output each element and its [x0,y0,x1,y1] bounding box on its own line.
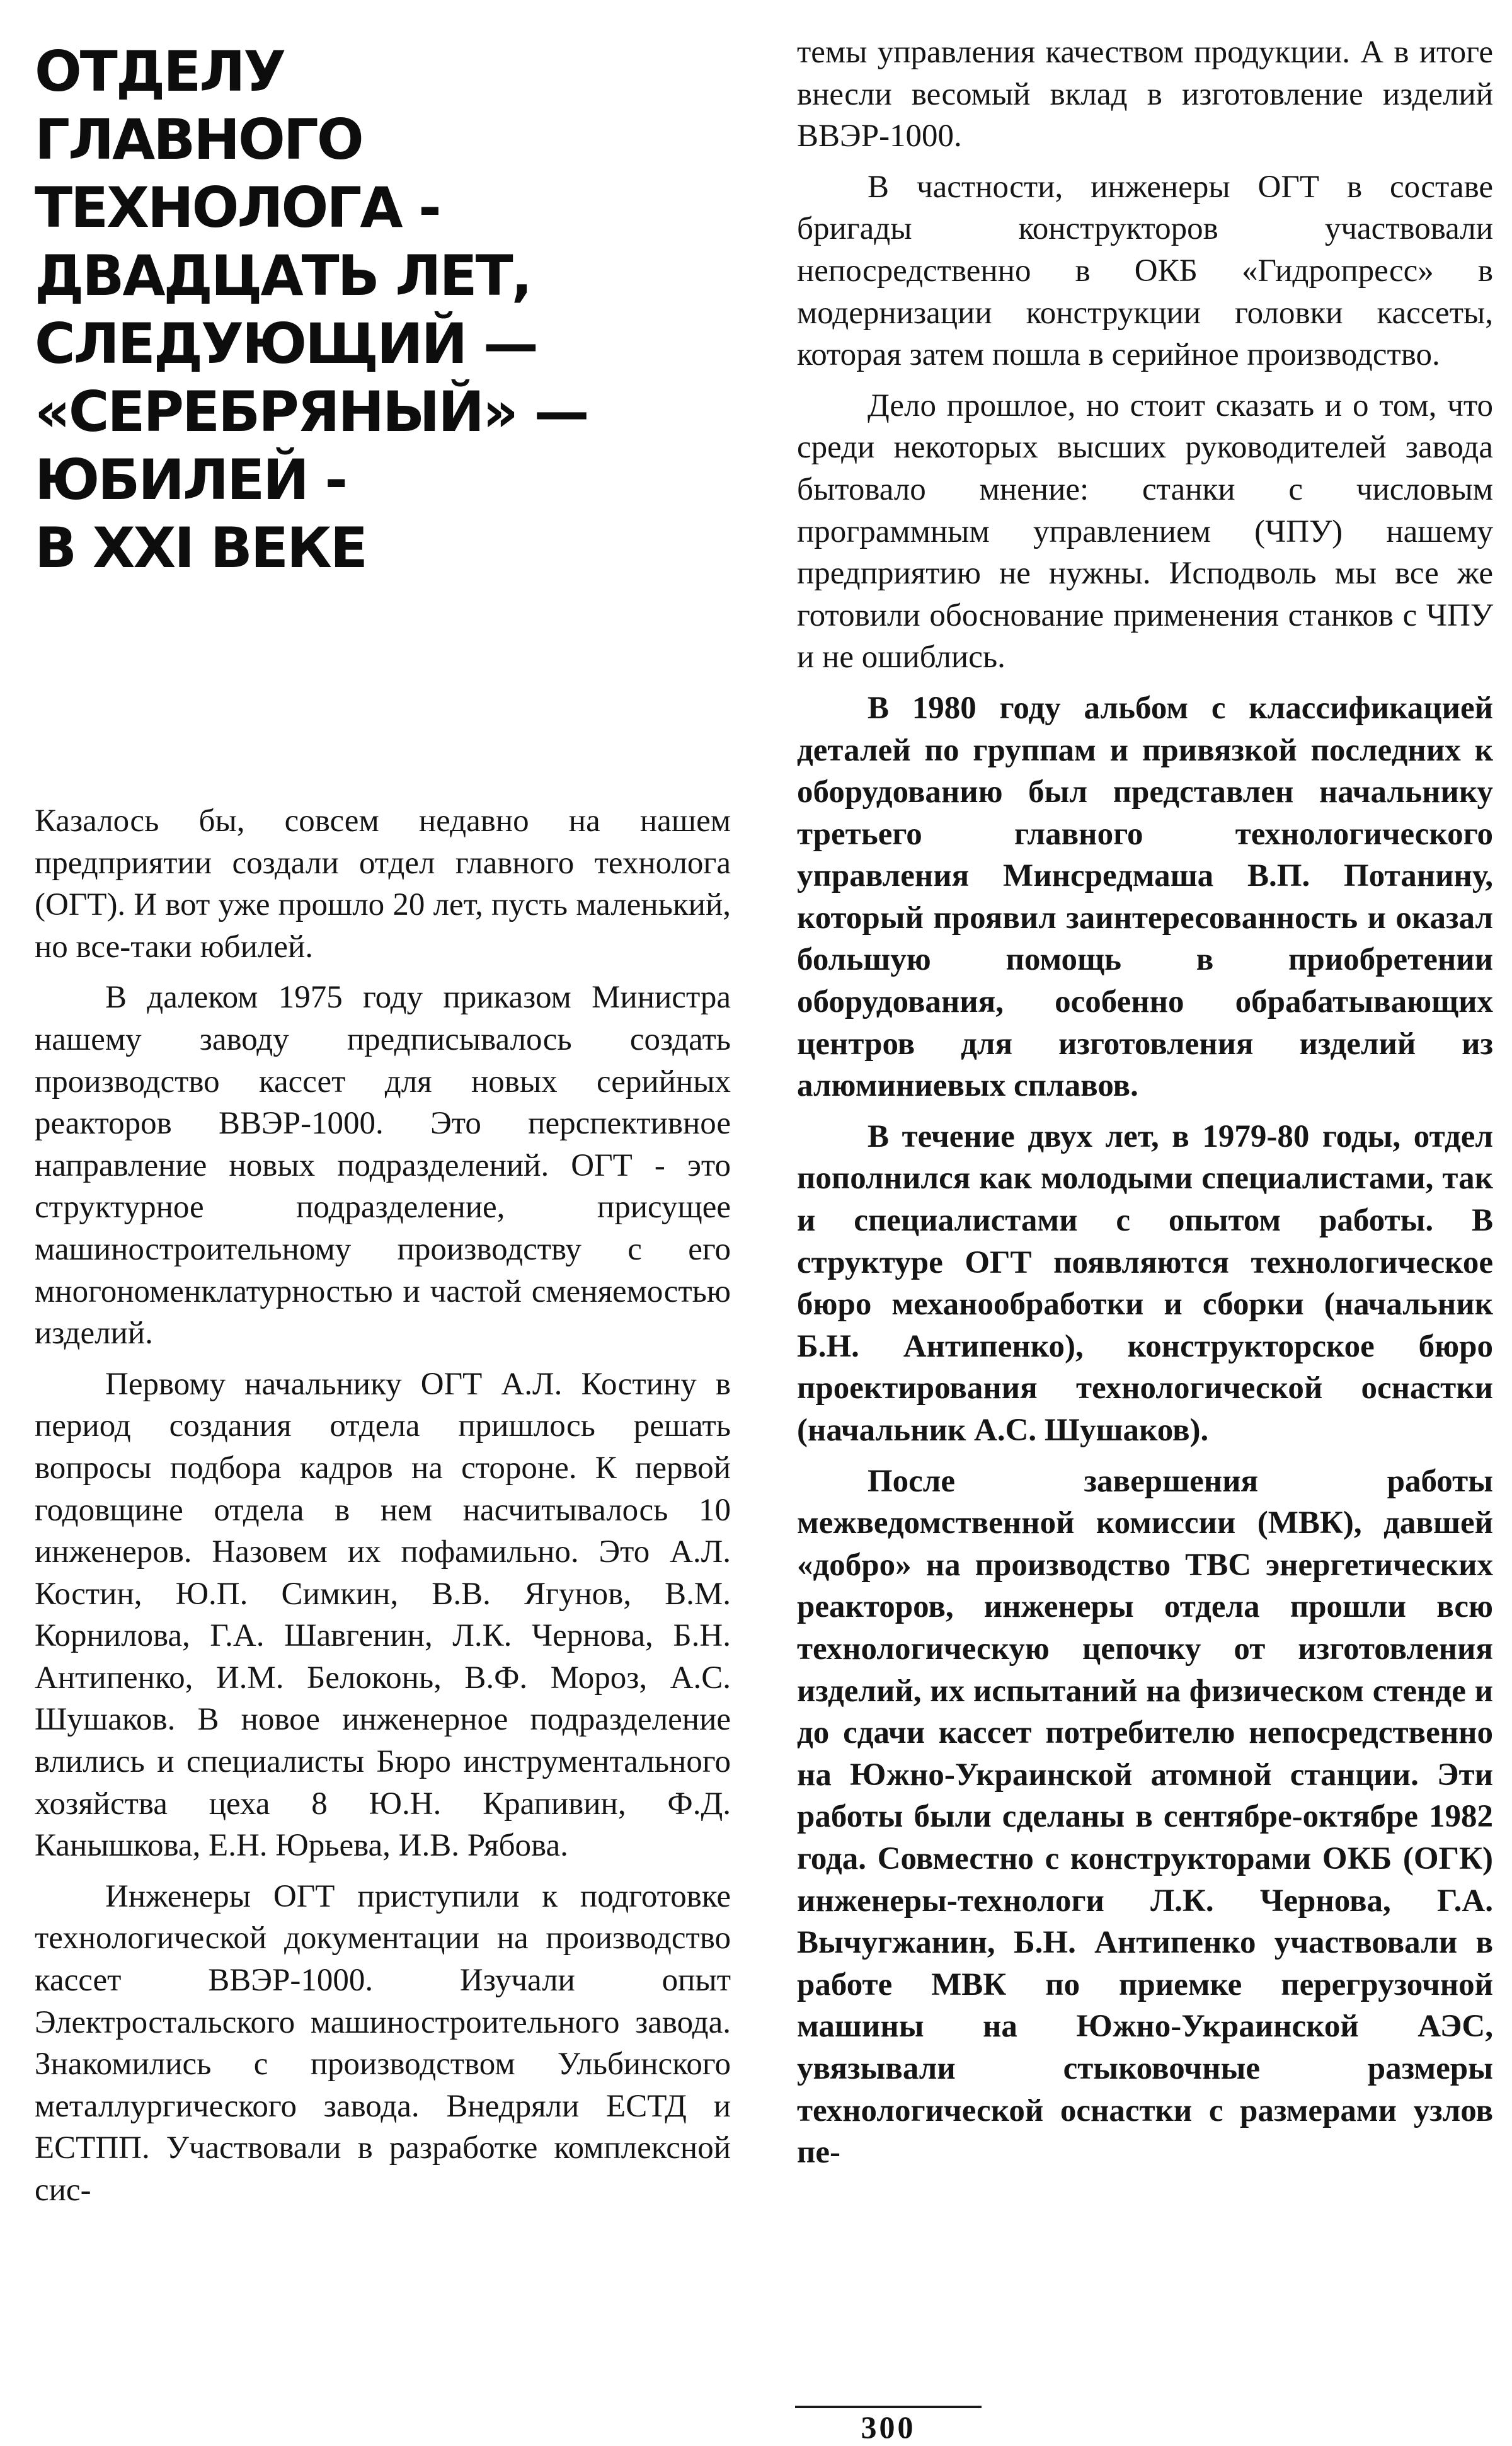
paragraph: В 1980 году альбом с классификацией деталей по группам и привязкой последних к оборудованию был представлен начальнику третьего главного технологического управления Минсредмаша В.П. Потанину, который проявил заинтересованность и оказал большую помощь в приобретении оборудования, особенно обрабатывающих центров для изготовления изделий из алюминиевых сплавов. [797,690,1493,1104]
title-line: СЛЕДУЮЩИЙ — [35,311,537,376]
title-line: ДВАДЦАТЬ ЛЕТ, [35,243,531,308]
page-number: 300 [861,2409,916,2445]
paragraph: После завершения работы межведомственной комиссии (МВК), давшей «добро» на производство ТВС энергетических реакторов, инженеры отдела прошли всю технологическую цепочку от изготовления изделий, их испытаний на физическом стенде и до сдачи кассет потребителю непосредственно на Южно-Украинской атомной станции. Эти работы были сделаны в сентябре-октябре 1982 года. Совместно с конструкторами ОКБ (ОГК) инженеры-технологи Л.К. Чернова, Г.А. Вычугжанин, Б.Н. Антипенко участвовали в работе МВК по приемке перегрузочной машины на Южно-Украинской АЭС, увязывали стыковочные размеры технологической оснастки с размерами узлов пе- [797,1463,1493,2171]
right-text-column [797,32,1493,2183]
paragraph: Дело прошлое, но стоит сказать и о том, что среди некоторых высших руководителей завода бытовало мнение: станки с числовым программным управлением (ЧПУ) нашему предприятию не нужны. Исподволь мы все же готовили обоснование применения станков с ЧПУ и не ошиблись. [797,388,1493,675]
paragraph: Первому начальнику ОГТ А.Л. Костину в период создания отдела пришлось решать вопросы подбора кадров на стороне. К первой годовщине отдела в нем насчитывалось 10 инженеров. Назовем их пофамильно. Это А.Л. Костин, Ю.П. Симкин, В.В. Ягунов, В.М. Корнилова, Г.А. Шавгенин, Л.К. Чернова, Б.Н. Антипенко, И.М. Белоконь, В.Ф. Мороз, А.С. Шушаков. В новое инженерное подразделение влились и специалисты Бюро инструментального хозяйства цеха 8 Ю.Н. Крапивин, Ф.Д. Канышкова, Е.Н. Юрьева, И.В. Рябова. [35,1366,731,1864]
paragraph: В течение двух лет, в 1979-80 годы, отдел пополнился как молодыми специалистами, так и специалистами с опытом работы. В структуре ОГТ появляются технологическое бюро механообработки и сборки (начальник Б.Н. Антипенко), конструкторское бюро проектирования технологической оснастки (начальник А.С. Шушаков). [797,1118,1493,1448]
title-line: ЮБИЛЕЙ - [35,447,346,512]
title-line: «СЕРЕБРЯНЫЙ» — [35,379,588,444]
paragraph: В далеком 1975 году приказом Министра нашему заводу предписывалось создать производство кассет для новых серийных реакторов ВВЭР-1000. Это перспективное направление новых подразделений. ОГТ - это структурное подразделение, присущее машиностроительному производству с его многономенклатурностью и частой сменяемостью изделий. [35,980,731,1352]
left-text-column [35,800,731,2220]
paragraph-continued: темы управления качеством продукции. А в итоге внесли весомый вклад в изготовление изделий ВВЭР-1000. [797,35,1493,154]
title-line: В XXI ВЕКЕ [35,515,367,580]
footer-divider [795,2406,982,2408]
article-title [35,38,702,582]
paragraph: В частности, инженеры ОГТ в составе бригады конструкторов участвовали непосредственно в ОКБ «Гидропресс» в модернизации конструкции головки кассеты, которая затем пошла в серийное производство. [797,169,1493,373]
paragraph-intro: Казалось бы, совсем недавно на нашем предприятии создали отдел главного технолога (ОГТ). И вот уже прошло 20 лет, пусть маленький, но все-таки юбилей. [35,803,731,965]
title-line: ГЛАВНОГО [35,107,362,172]
title-line: ОТДЕЛУ [35,39,285,104]
paragraph: Инженеры ОГТ приступили к подготовке технологической документации на производство кассет ВВЭР-1000. Изучали опыт Электростальского машиностроительного завода. Знакомились с производством Ульбинского металлургического завода. Внедряли ЕСТД и ЕСТПП. Участвовали в разработке комплексной сис- [35,1878,731,2208]
title-line: ТЕХНОЛОГА - [35,175,440,240]
